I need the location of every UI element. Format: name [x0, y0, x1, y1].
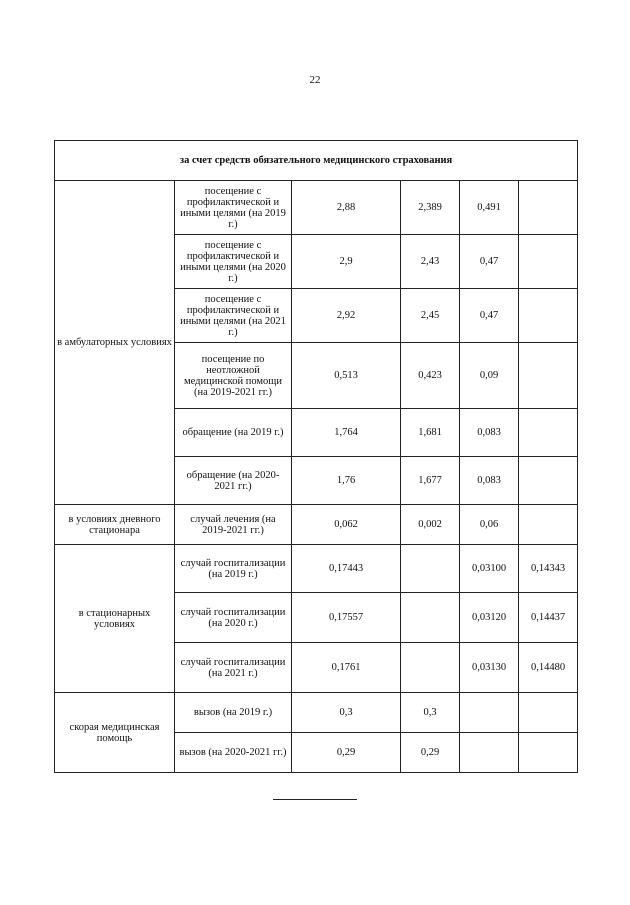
value-cell: 0,14480 — [519, 643, 578, 693]
value-cell — [401, 593, 460, 643]
value-cell: 0,29 — [401, 733, 460, 773]
value-cell: 0,491 — [460, 181, 519, 235]
value-cell: 1,76 — [292, 457, 401, 505]
unit-cell: посещение с профилактической и иными целями (на 2021 г.) — [175, 289, 292, 343]
value-cell: 0,47 — [460, 289, 519, 343]
table-row — [55, 181, 578, 235]
value-cell: 0,17557 — [292, 593, 401, 643]
condition-cell-ambulance: скорая медицинская помощь — [55, 693, 175, 773]
page-number: 22 — [309, 74, 321, 86]
value-cell — [519, 733, 578, 773]
value-cell — [401, 545, 460, 593]
value-cell: 1,681 — [401, 409, 460, 457]
unit-cell: вызов (на 2020-2021 гг.) — [175, 733, 292, 773]
value-cell: 0,14343 — [519, 545, 578, 593]
value-cell: 2,88 — [292, 181, 401, 235]
value-cell: 1,677 — [401, 457, 460, 505]
value-cell: 0,09 — [460, 343, 519, 409]
table-header-row — [55, 141, 578, 181]
condition-cell-inpatient: в стационарных условиях — [55, 545, 175, 693]
value-cell: 0,03120 — [460, 593, 519, 643]
value-cell: 0,17443 — [292, 545, 401, 593]
value-cell — [519, 343, 578, 409]
value-cell — [519, 693, 578, 733]
value-cell: 0,29 — [292, 733, 401, 773]
unit-cell: случай госпитализации (на 2021 г.) — [175, 643, 292, 693]
unit-cell: случай госпитализации (на 2019 г.) — [175, 545, 292, 593]
table-row — [55, 693, 578, 733]
value-cell: 0,513 — [292, 343, 401, 409]
footer-divider — [273, 799, 357, 800]
value-cell: 2,9 — [292, 235, 401, 289]
value-cell: 0,002 — [401, 505, 460, 545]
value-cell: 1,764 — [292, 409, 401, 457]
value-cell: 0,14437 — [519, 593, 578, 643]
unit-cell: обращение (на 2020-2021 гг.) — [175, 457, 292, 505]
value-cell: 0,3 — [292, 693, 401, 733]
value-cell: 0,03100 — [460, 545, 519, 593]
value-cell — [460, 733, 519, 773]
condition-cell-day-hospital: в условиях дневного стационара — [55, 505, 175, 545]
table-row — [55, 545, 578, 593]
value-cell: 0,423 — [401, 343, 460, 409]
value-cell: 0,083 — [460, 457, 519, 505]
unit-cell: посещение с профилактической и иными целями (на 2019 г.) — [175, 181, 292, 235]
value-cell: 2,45 — [401, 289, 460, 343]
unit-cell: посещение по неотложной медицинской помощи (на 2019-2021 гг.) — [175, 343, 292, 409]
value-cell — [460, 693, 519, 733]
condition-cell-ambulatory: в амбулаторных условиях — [55, 181, 175, 505]
value-cell: 0,03130 — [460, 643, 519, 693]
value-cell — [519, 235, 578, 289]
unit-cell: случай госпитализации (на 2020 г.) — [175, 593, 292, 643]
value-cell — [519, 409, 578, 457]
unit-cell: посещение с профилактической и иными целями (на 2020 г.) — [175, 235, 292, 289]
unit-cell: случай лечения (на 2019-2021 гг.) — [175, 505, 292, 545]
table-row — [55, 505, 578, 545]
value-cell: 0,1761 — [292, 643, 401, 693]
unit-cell: обращение (на 2019 г.) — [175, 409, 292, 457]
value-cell — [519, 505, 578, 545]
value-cell — [519, 457, 578, 505]
value-cell: 2,389 — [401, 181, 460, 235]
value-cell — [401, 643, 460, 693]
value-cell — [519, 289, 578, 343]
value-cell: 0,083 — [460, 409, 519, 457]
value-cell: 0,06 — [460, 505, 519, 545]
value-cell: 2,92 — [292, 289, 401, 343]
value-cell — [519, 181, 578, 235]
value-cell: 0,062 — [292, 505, 401, 545]
norms-table — [54, 140, 578, 773]
value-cell: 0,3 — [401, 693, 460, 733]
value-cell: 2,43 — [401, 235, 460, 289]
value-cell: 0,47 — [460, 235, 519, 289]
table-section-header: за счет средств обязательного медицинского страхования — [55, 141, 578, 181]
unit-cell: вызов (на 2019 г.) — [175, 693, 292, 733]
